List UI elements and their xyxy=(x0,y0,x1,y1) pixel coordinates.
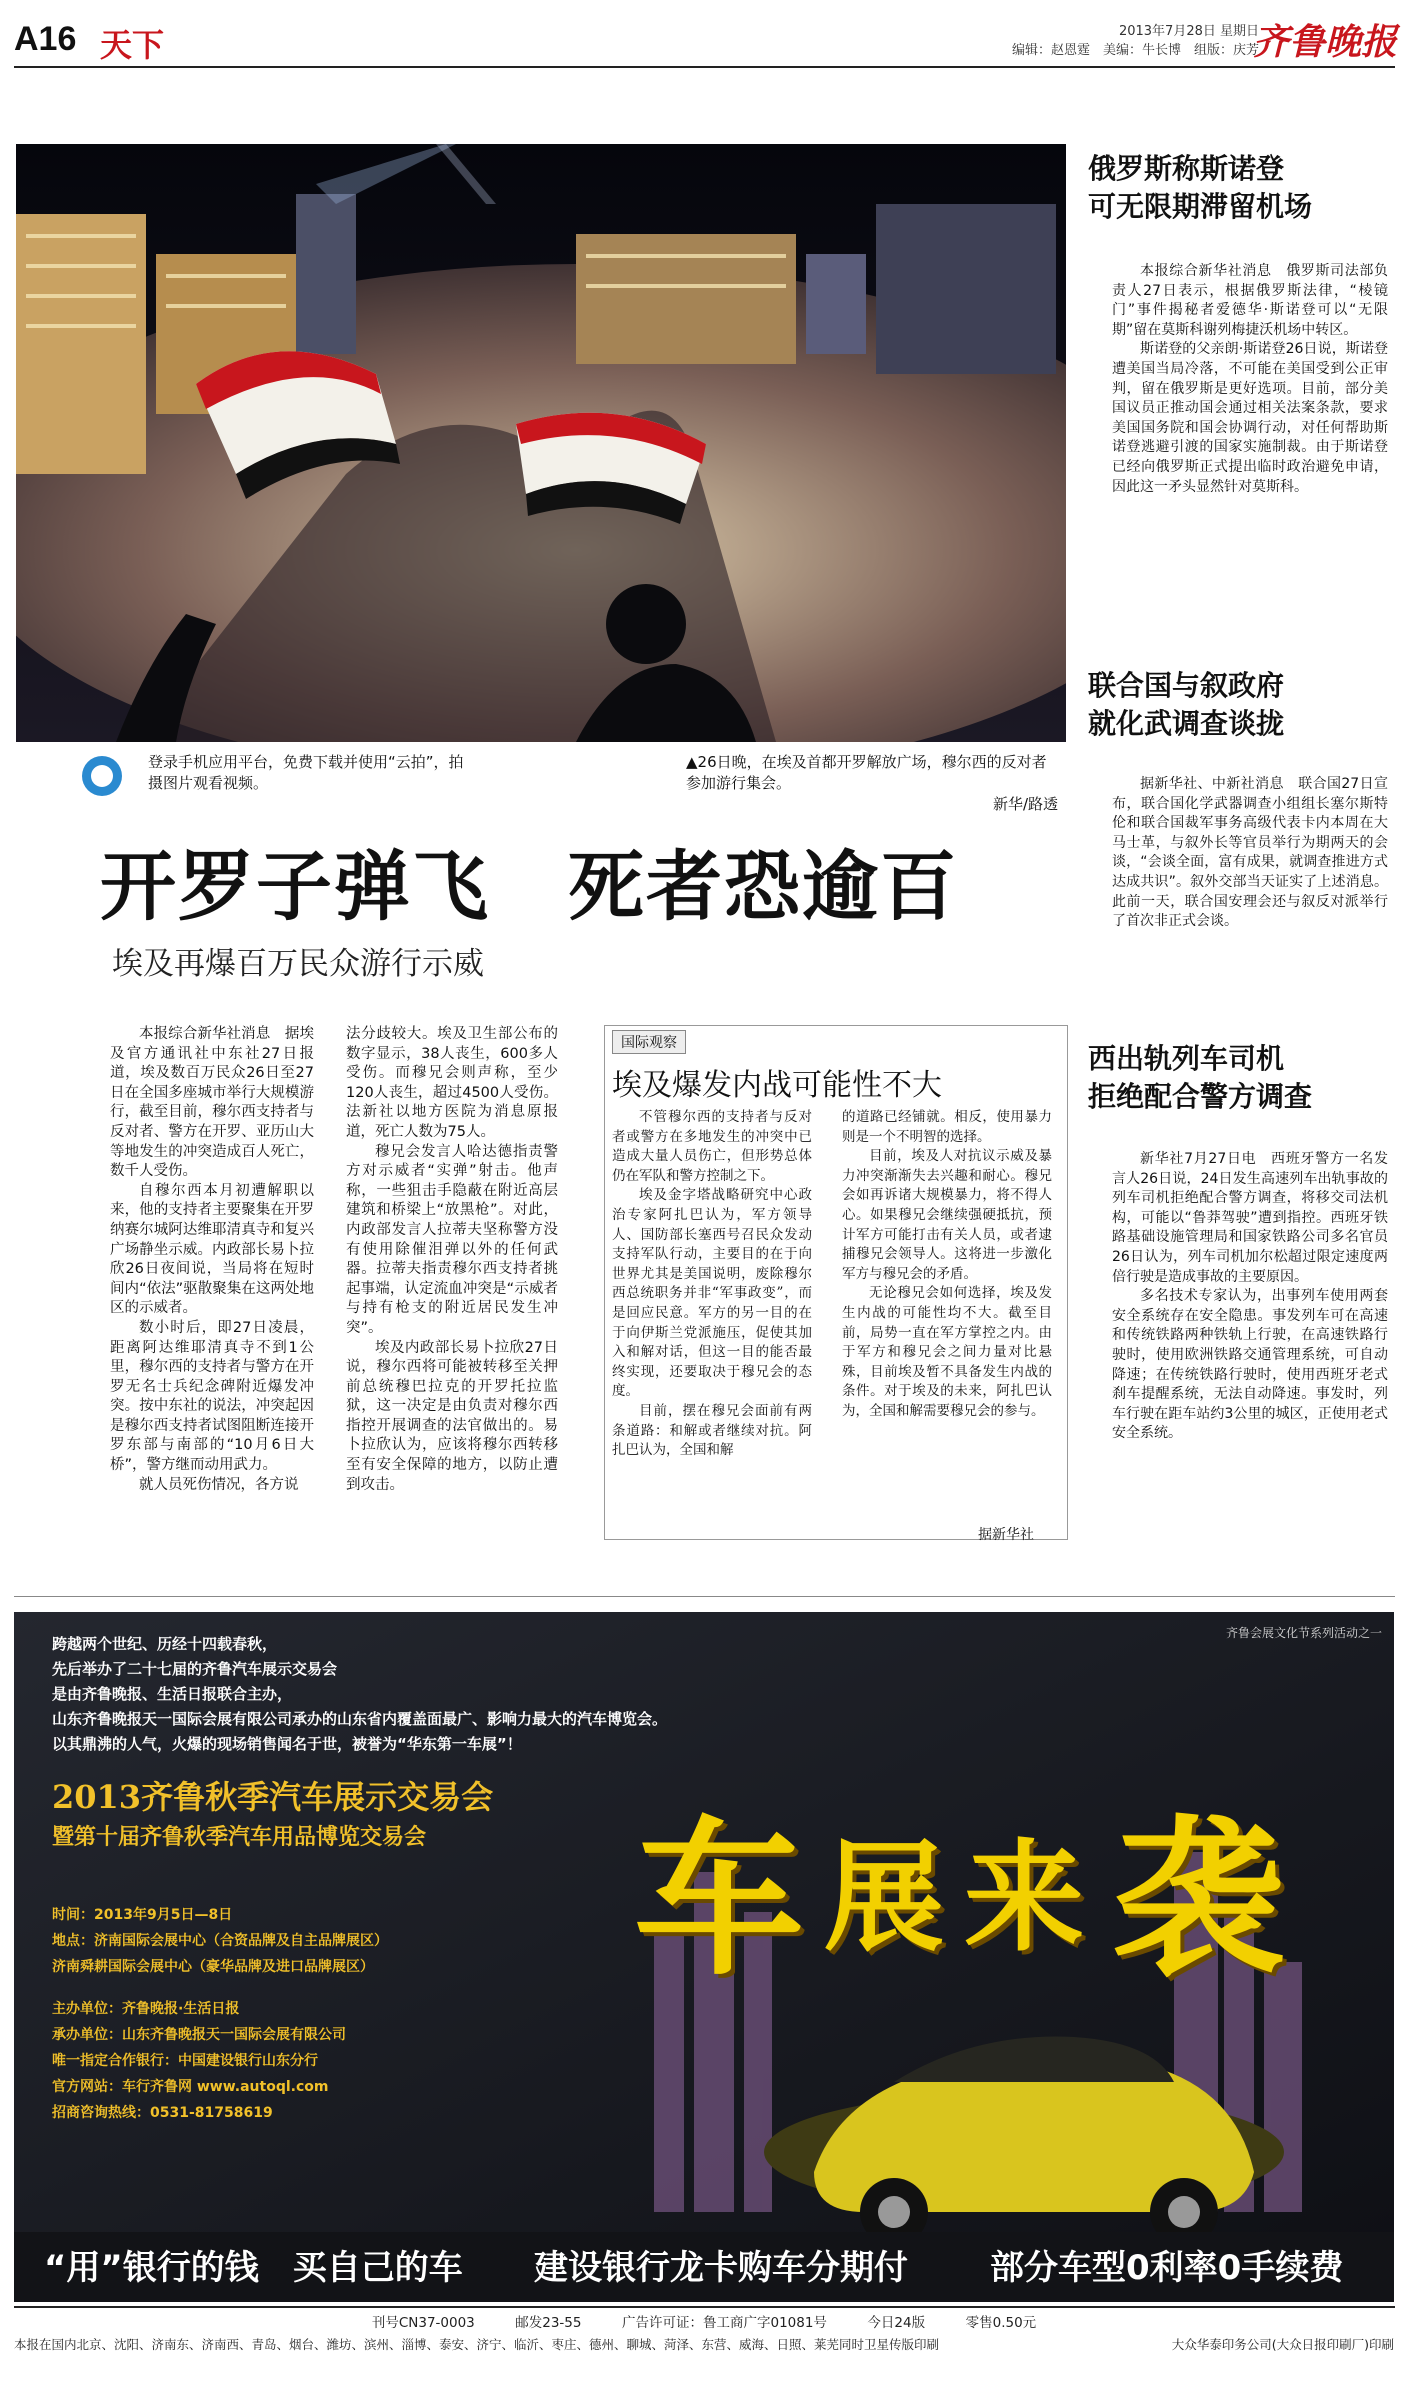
ad-detail-line: 唯一指定合作银行：中国建设银行山东分行 xyxy=(52,2053,318,2069)
paragraph: 的道路已经铺就。相反，使用暴力则是一个不明智的选择。 xyxy=(842,1109,1052,1145)
ad-series-label: 齐鲁会展文化节系列活动之一 xyxy=(1225,1626,1382,1640)
paragraph: 法分歧较大。埃及卫生部公布的数字显示，38人丧生，600多人受伤。而穆兄会则声称，至少120人丧生，超过4500人受伤。法新社以地方医院为消息原报道，死亡人数为75人。 xyxy=(346,1026,558,1140)
auto-show-ad xyxy=(14,1612,1394,2302)
main-story-col-2 xyxy=(346,1025,558,1495)
header-rule xyxy=(14,66,1395,68)
ad-detail-line: 主办单位：齐鲁晚报·生活日报 xyxy=(52,2001,240,2017)
paragraph: 斯诺登的父亲朗·斯诺登26日说，斯诺登遭美国当局冷落，不可能在美国受到公正审判，留在俄罗斯是更好选项。目前，部分美国议员正推动国会通过相关法案条款，要求美国国务院和国会协调行动，对任何帮助斯诺登逃避引渡的国家实施制裁。由于斯诺登已经向俄罗斯正式提出临时政治避免申请，因此这一矛头显然针对莫斯科。 xyxy=(1112,341,1388,495)
sidebar-story-2 xyxy=(1088,667,1388,932)
sidebar-story-1 xyxy=(1088,150,1388,497)
footer xyxy=(14,2312,1394,2356)
analysis-col-1 xyxy=(612,1108,812,1461)
slogan-char: 袭 xyxy=(1114,1799,1279,1999)
title-line: 可无限期滞留机场 xyxy=(1088,190,1313,223)
lead-photo xyxy=(16,144,1066,742)
ad-subtitle: 暨第十届齐鲁秋季汽车用品博览交易会 xyxy=(52,1825,427,1850)
sidebar-story-title xyxy=(1088,667,1388,743)
paragraph: 自穆尔西本月初遭解职以来，他的支持者主要聚集在开罗纳赛尔城阿达维耶清真寺和复兴广场静坐示威。内政部长易卜拉欣26日夜间说，当局将在短时间内“依法”驱散聚集在这两处地区的示威者。 xyxy=(110,1182,314,1317)
paragraph: 就人员死伤情况，各方说 xyxy=(139,1476,299,1493)
footer-print-locations: 本报在国内北京、沈阳、济南东、济南西、青岛、烟台、潍坊、滨州、淄博、泰安、济宁、临沂、枣庄、德州、聊城、菏泽、东营、威海、日照、莱芜同时卫星传版印刷 xyxy=(14,2337,940,2352)
paragraph: 多名技术专家认为，出事列车使用两套安全系统存在安全隐患。事发列车可在高速和传统铁路两种铁轨上行驶，在高速铁路行驶时，使用欧洲铁路交通管理系统，可自动降速；在传统铁路行驶时，使用西班牙老式刹车提醒系统，无法自动降速。事发时，列车行驶在距车站约3公里的城区，正使用老式安全系统。 xyxy=(1112,1288,1388,1442)
sidebar-story-body xyxy=(1088,775,1388,932)
analysis-title: 埃及爆发内战可能性不大 xyxy=(612,1068,942,1103)
paragraph: 数小时后，即27日凌晨，距离阿达维耶清真寺不到1公里，穆尔西的支持者与警方在开罗无名士兵纪念碑附近爆发冲突。按中东社的说法，冲突起因是穆尔西支持者试图阻断连接开罗东部与南部的“10月6日大桥”，警方继而动用武力。 xyxy=(110,1319,314,1474)
photo-caption-text: ▲26日晚，在埃及首都开罗解放广场，穆尔西的反对者参加游行集会。 xyxy=(686,753,1047,792)
header-meta xyxy=(1012,22,1259,60)
slogan-char: 展 xyxy=(824,1827,938,1968)
ad-detail-line: 招商咨询热线：0531-81758619 xyxy=(52,2105,273,2121)
ad-detail-spacer xyxy=(52,1980,612,1996)
ad-intro-line: 是由齐鲁晚报、生活日报联合主办， xyxy=(52,1685,293,1703)
paragraph: 目前，摆在穆兄会面前有两条道路：和解或者继续对抗。阿扎巴认为，全国和解 xyxy=(612,1402,812,1459)
sidebar-story-body xyxy=(1088,1150,1388,1444)
ad-big-slogan xyxy=(634,1762,1374,1999)
ad-title: 2013齐鲁秋季汽车展示交易会 xyxy=(52,1778,494,1816)
analysis-tag: 国际观察 xyxy=(612,1030,686,1054)
sidebar-story-body xyxy=(1088,262,1388,497)
tahrir-crowd-illustration xyxy=(16,144,1066,742)
paragraph: 埃及金字塔战略研究中心政治专家阿扎巴认为，军方领导人、国防部长塞西号召民众发动支持军队行动，主要目的在于向世界尤其是美国说明，废除穆尔西总统职务并非“军事政变”，而是回应民意。军方的另一目的在于向伊斯兰党派施压，促使其加入和解对话，但这一目的能否最终实现，还要取决于穆兄会的态度。 xyxy=(612,1187,812,1400)
photo-caption xyxy=(686,752,1058,815)
sidebar-story-title xyxy=(1088,1040,1388,1116)
paragraph: 埃及内政部长易卜拉欣27日说，穆尔西将可能被转移至关押前总统穆巴拉克的开罗托拉监狱，这一决定是由负责对穆尔西指控开展调查的法官做出的。易卜拉欣认为，应该将穆尔西转移至有安全保障的地方，以防止遭到攻击。 xyxy=(346,1339,558,1493)
paragraph: 本报综合新华社消息 据埃及官方通讯社中东社27日报道，埃及数百万民众26日至27日在全国多座城市举行大规模游行，截至目前，穆尔西支持者与反对者、警方在开罗、亚历山大等地发生的冲突造成百人死亡，数千人受伤。 xyxy=(110,1026,314,1180)
ad-detail-line: 地点：济南国际会展中心（合资品牌及自主品牌展区） xyxy=(52,1933,388,1949)
title-line: 俄罗斯称斯诺登 xyxy=(1088,152,1285,185)
sidebar-story-3 xyxy=(1088,1040,1388,1444)
main-story-col-1 xyxy=(110,1025,314,1495)
main-headline: 开罗子弹飞 死者恐逾百 xyxy=(100,842,958,931)
analysis-credit: 据新华社 xyxy=(978,1527,1034,1543)
page-number: A16 xyxy=(14,20,77,58)
footer-printer: 大众华泰印务公司(大众日报印刷厂)印刷 xyxy=(1171,2337,1394,2352)
ad-bottom-slogan-2: 建设银行龙卡购车分期付 xyxy=(534,2248,908,2288)
ad-intro-line: 先后举办了二十七届的齐鲁汽车展示交易会 xyxy=(52,1660,338,1678)
paragraph: 不管穆尔西的支持者与反对者或警方在多地发生的冲突中已造成大量人员伤亡，但形势总体仍在军队和警方控制之下。 xyxy=(612,1109,812,1184)
photo-credit: 新华/路透 xyxy=(992,795,1058,813)
ad-intro xyxy=(52,1632,812,1757)
issue-date: 2013年7月28日 星期日 xyxy=(1118,24,1259,39)
paragraph: 据新华社、中新社消息 联合国27日宣布，联合国化学武器调查小组组长塞尔斯特伦和联合国裁军事务高级代表卡内本周在大马士革，与叙外长等官员举行为期两天的会谈，“会谈全面，富有成果，就调查推进方式达成共识”。叙外交部当天证实了上述消息。此前一天，联合国安理会还与叙反对派举行了首次非正式会谈。 xyxy=(1112,776,1388,930)
ad-detail-line: 时间：2013年9月5日—8日 xyxy=(52,1907,233,1923)
slogan-char: 来 xyxy=(964,1827,1078,1968)
qr-caption: 登录手机应用平台，免费下载并使用“云拍”，拍摄图片观看视频。 xyxy=(148,753,464,792)
ad-bottom-slogan-1: “用”银行的钱 买自己的车 xyxy=(44,2248,463,2288)
footer-rule xyxy=(14,2306,1395,2308)
paragraph: 新华社7月27日电 西班牙警方一名发言人26日说，24日发生高速列车出轨事故的列车司机拒绝配合警方调查，将移交司法机构，可能以“鲁莽驾驶”遭到指控。西班牙铁路基础设施管理局和国家铁路公司多名官员26日认为，列车司机加尔松超过限定速度两倍行驶是造成事故的主要原因。 xyxy=(1112,1151,1388,1285)
editor-credits: 编辑：赵恩霆 美编：牛长博 组版：庆芳 xyxy=(1011,43,1259,58)
ad-detail-line: 济南舜耕国际会展中心（豪华品牌及进口品牌展区） xyxy=(52,1959,374,1975)
paragraph: 目前，埃及人对抗议示威及暴力冲突渐渐失去兴趣和耐心。穆兄会如再诉诸大规模暴力，将不得人心。如果穆兄会继续强硬抵抗，预计军方可能打击有关人员，或者逮捕穆兄会领导人。这将进一步激化军方与穆兄会的矛盾。 xyxy=(842,1148,1052,1282)
ad-detail-line[interactable]: 官方网站：车行齐鲁网 www.autoql.com xyxy=(52,2079,329,2095)
ad-details xyxy=(52,1902,612,2126)
footer-publication-info: 刊号CN37-0003 邮发23-55 广告许可证：鲁工商广字01081号 今日24版 零售0.50元 xyxy=(371,2315,1037,2331)
ad-bottom-slogan-3: 部分车型0利率0手续费 xyxy=(990,2248,1344,2288)
yunpai-app-icon[interactable] xyxy=(82,756,122,796)
section-divider xyxy=(14,1596,1395,1597)
paragraph: 本报综合新华社消息 俄罗斯司法部负责人27日表示，根据俄罗斯法律，“棱镜门”事件揭秘者爱德华·斯诺登可以“无限期”留在莫斯科谢列梅捷沃机场中转区。 xyxy=(1112,263,1388,338)
title-line: 就化武调查谈拢 xyxy=(1088,707,1285,740)
ad-intro-line: 跨越两个世纪、历经十四载春秋， xyxy=(52,1635,278,1653)
main-subhead: 埃及再爆百万民众游行示威 xyxy=(112,946,484,982)
masthead-logo: 齐鲁晚报 xyxy=(1252,21,1397,63)
slogan-char: 车 xyxy=(634,1799,799,1999)
paragraph: 穆兄会发言人哈达德指责警方对示威者“实弹”射击。他声称，一些狙击手隐蔽在附近高层建筑和桥梁上“放黑枪”。对此，内政部发言人拉蒂夫坚称警方没有使用除催泪弹以外的任何武器。拉蒂夫指责穆尔西支持者挑起事端，认定流血冲突是“示威者与持有枪支的附近居民发生冲突”。 xyxy=(346,1143,558,1336)
sidebar-story-title xyxy=(1088,150,1388,226)
title-line: 西出轨列车司机 xyxy=(1088,1042,1285,1075)
analysis-col-2 xyxy=(842,1108,1052,1422)
section-title: 天下 xyxy=(100,26,165,64)
ad-detail-line: 承办单位：山东齐鲁晚报天一国际会展有限公司 xyxy=(52,2027,346,2043)
title-line: 联合国与叙政府 xyxy=(1088,669,1285,702)
ad-intro-line: 山东齐鲁晚报天一国际会展有限公司承办的山东省内覆盖面最广、影响力最大的汽车博览会。 xyxy=(52,1710,668,1728)
title-line: 拒绝配合警方调查 xyxy=(1088,1080,1313,1113)
paragraph: 无论穆兄会如何选择，埃及发生内战的可能性均不大。截至目前，局势一直在军方掌控之内。由于军方和穆兄会之间力量对比悬殊，目前埃及暂不具备发生内战的条件。对于埃及的未来，阿扎巴认为，全国和解需要穆兄会的参与。 xyxy=(842,1285,1052,1419)
footer-print-info xyxy=(14,2334,1394,2356)
ad-intro-line: 以其鼎沸的人气，火爆的现场销售闻名于世，被誉为“华东第一车展”！ xyxy=(52,1735,522,1753)
